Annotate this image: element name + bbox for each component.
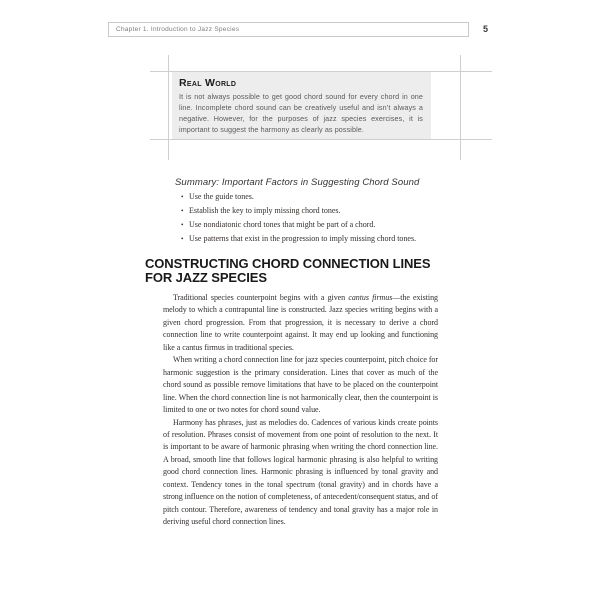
- body-paragraph: [163, 417, 438, 529]
- text-segment: When writing a chord connection line for jazz species counterpoint, pitch choice for harmonic suggestion is the primary consideration. Lines that cover as much of the chord sound as possible remove limitations that have to be placed on the counterpoint line. When the chord connection line is not harmonically clear, then the counterpoint is limited to one or two notes for chord sound value.: [163, 355, 438, 415]
- bullet-marker: •: [181, 193, 184, 201]
- body-paragraph: [163, 354, 438, 416]
- bullet-marker: •: [181, 234, 184, 243]
- list-item: [181, 207, 453, 216]
- callout-rule-bottom: [150, 139, 492, 140]
- text-segment: Harmony has phrases, just as melodies do. Cadences of various kinds create points of resolution. Phrases consist of movement from one point of resolution to the next. It is important to be aware of harmonic phrasing when writing the chord connection line. A broad, smooth line that follows logical harmonic phrasing is also helpful to writing good chord connection lines. Harmonic phrasing is influenced by tonal gravity and context. Tendency tones in the tonal spectrum (tonal gravity) and in chords have a strong influence on the notion of completeness, of antecedent/consequent status, and of pitch contour. Therefore, awareness of tendency and tonal gravity has a major role in deriving useful chord connection lines.: [163, 417, 438, 527]
- section-heading-line-2: FOR JAZZ SPECIES: [145, 269, 267, 285]
- bullet-text: Establish the key to imply missing chord tones.: [189, 205, 341, 215]
- list-item: [181, 221, 453, 230]
- callout-title: Real World: [179, 77, 237, 89]
- bullet-marker: •: [181, 220, 184, 229]
- list-item: [181, 235, 453, 244]
- summary-heading: Summary: Important Factors in Suggesting Chord Sound: [175, 177, 420, 188]
- chapter-title: Chapter 1. Introduction to Jazz Species: [116, 26, 240, 33]
- text-segment: cantus firmus: [348, 293, 393, 302]
- callout-body: It is not always possible to get good chord sound for every chord in one line. Incomplete chord sound can be creatively useful and isn’t always a negative. However, for the purposes of jazz species exercises, it is important to suggest the harmony as clearly as possible.: [179, 92, 423, 134]
- summary-bullet-list: [181, 193, 453, 249]
- callout-rule-right: [460, 55, 461, 160]
- text-segment: Traditional species counterpoint begins with a given: [173, 293, 349, 302]
- section-heading: [145, 257, 430, 284]
- bullet-marker: •: [181, 206, 184, 215]
- bullet-text: Use patterns that exist in the progression to imply missing chord tones.: [189, 233, 417, 243]
- callout-rule-left: [168, 55, 169, 160]
- real-world-callout: [172, 72, 431, 139]
- text-segment: —the existing melody to which a contrapuntal line is constructed. Jazz species writing begins with a given chord progression. From that progression, it is necessary to derive a chord connection line to write counterpoint against. It may end up looking and functioning like a cantus firmus in traditional species.: [163, 293, 438, 352]
- bullet-text: Use nondiatonic chord tones that might be part of a chord.: [189, 219, 376, 229]
- body-paragraph: [163, 292, 438, 354]
- list-item: [181, 193, 453, 202]
- section-heading-line-1: CONSTRUCTING CHORD CONNECTION LINES: [145, 256, 431, 271]
- section-body: [163, 292, 438, 529]
- running-header-box: [108, 22, 469, 37]
- page-number: 5: [483, 24, 489, 34]
- bullet-text: Use the guide tones.: [189, 192, 254, 201]
